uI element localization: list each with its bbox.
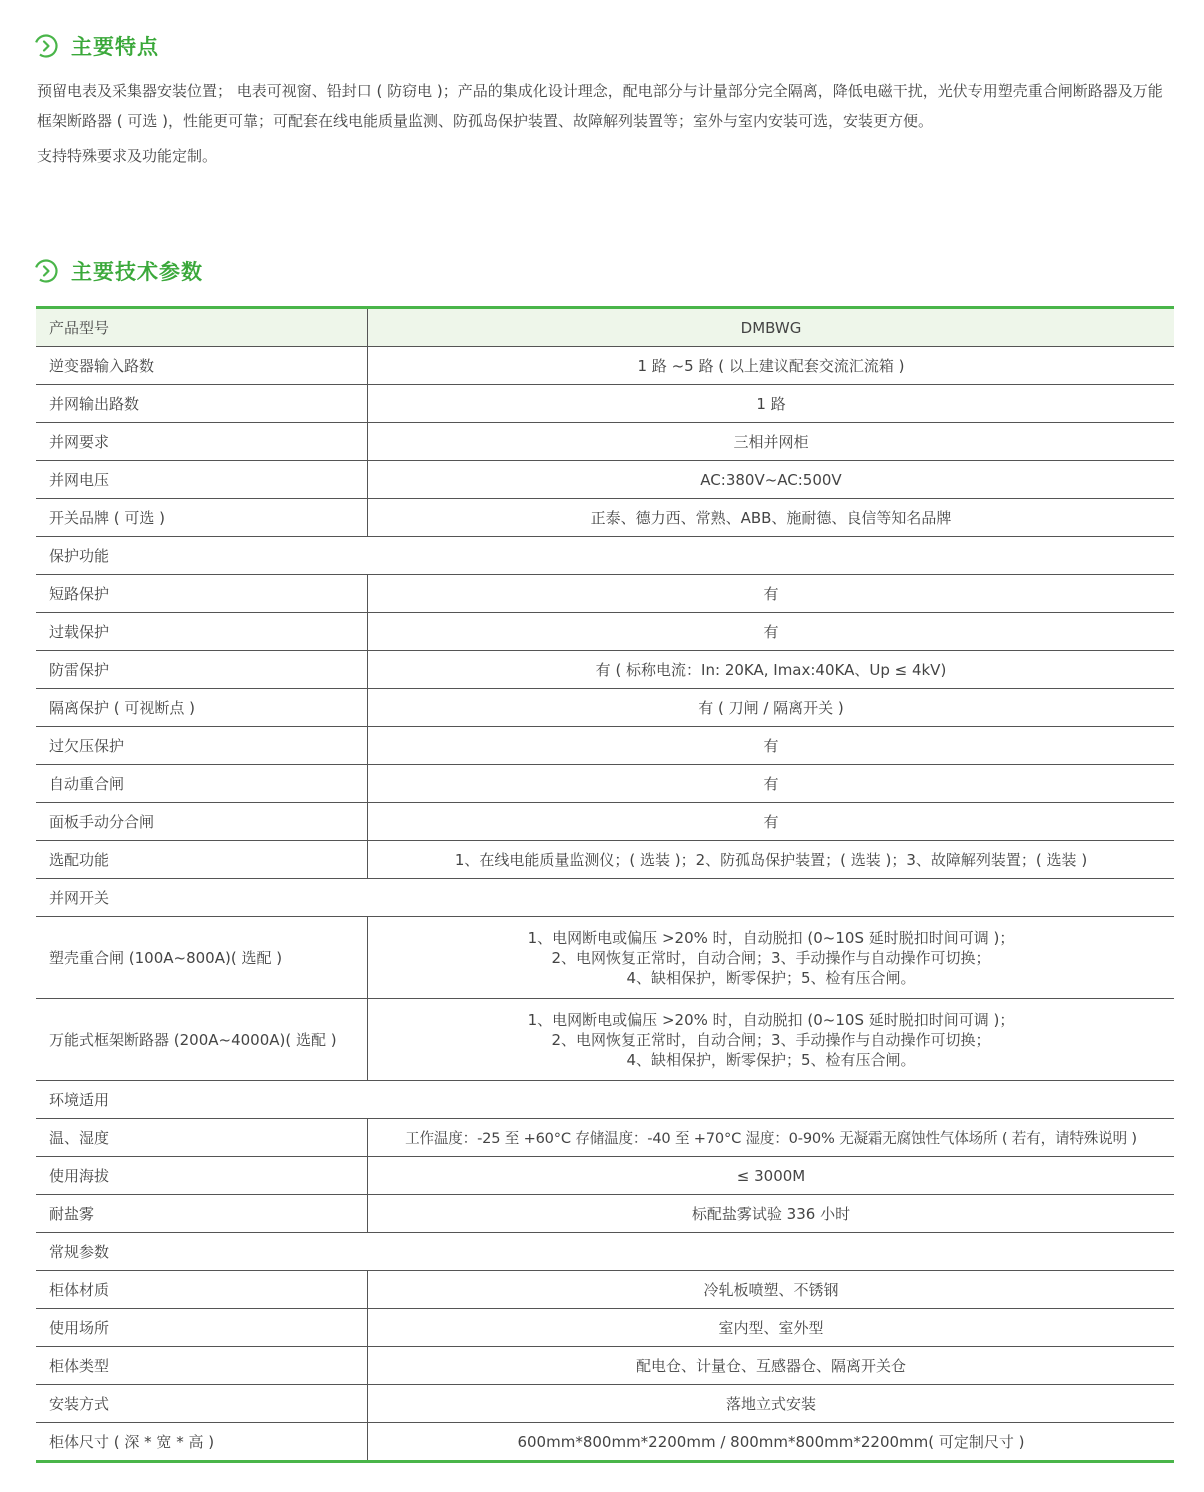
row-label: 并网要求	[36, 423, 368, 461]
table-row	[36, 999, 1174, 1081]
table-row	[36, 765, 1174, 803]
row-value: ≤ 3000M	[368, 1157, 1175, 1195]
row-value: 1 路	[368, 385, 1175, 423]
value-line: 2、电网恢复正常时，自动合闸；3、手动操作与自动操作可切换；	[551, 1030, 991, 1049]
value-line: 1、电网断电或偏压 >20% 时，自动脱扣 (0~10S 延时脱扣时间可调 )；	[527, 1010, 1015, 1029]
row-value: 三相并网柜	[368, 423, 1175, 461]
row-value: 有 ( 标称电流：In: 20KA, Imax:40KA、Up ≤ 4kV)	[368, 651, 1175, 689]
row-label: 逆变器输入路数	[36, 347, 368, 385]
table-row	[36, 1119, 1174, 1157]
table-row	[36, 841, 1174, 879]
row-value: 600mm*800mm*2200mm / 800mm*800mm*2200mm( 可定制尺寸 )	[368, 1423, 1175, 1462]
row-label: 并网输出路数	[36, 385, 368, 423]
row-label: 柜体类型	[36, 1347, 368, 1385]
row-label: 使用场所	[36, 1309, 368, 1347]
row-value: 有	[368, 613, 1175, 651]
table-row	[36, 1347, 1174, 1385]
row-label: 耐盐雾	[36, 1195, 368, 1233]
table-row	[36, 385, 1174, 423]
row-value: 标配盐雾试验 336 小时	[368, 1195, 1175, 1233]
section-title: 主要特点	[71, 35, 159, 59]
group-row	[36, 1081, 1174, 1119]
table-row	[36, 613, 1174, 651]
features-paragraph: 预留电表及采集器安装位置； 电表可视窗、铅封口 ( 防窃电 )；产品的集成化设计理念，配电部分与计量部分完全隔离，降低电磁干扰，光伏专用塑壳重合闸断路器及万能框架断路器 ( 可选 )，性能更可靠；可配套在线电能质量监测、防孤岛保护装置、故障解列装置等；室外与室内安装可选，安装更方便。	[37, 82, 1163, 130]
row-value: 正泰、德力西、常熟、ABB、施耐德、良信等知名品牌	[368, 499, 1175, 537]
group-row	[36, 1233, 1174, 1271]
row-value: 工作温度：-25 至 +60°C 存储温度：-40 至 +70°C 湿度：0-90% 无凝霜无腐蚀性气体场所 ( 若有，请特殊说明 )	[368, 1119, 1175, 1157]
row-label: 产品型号	[36, 308, 368, 347]
group-label: 环境适用	[36, 1081, 1174, 1119]
group-label: 并网开关	[36, 879, 1174, 917]
table-row	[36, 423, 1174, 461]
features-note: 支持特殊要求及功能定制。	[37, 147, 218, 165]
row-value: 冷轧板喷塑、不锈钢	[368, 1271, 1175, 1309]
table-row	[36, 308, 1174, 347]
row-value	[368, 917, 1175, 999]
table-row	[36, 1195, 1174, 1233]
group-label: 保护功能	[36, 537, 1174, 575]
table-row	[36, 461, 1174, 499]
row-value: 有	[368, 803, 1175, 841]
table-row	[36, 499, 1174, 537]
row-label: 短路保护	[36, 575, 368, 613]
table-row	[36, 689, 1174, 727]
row-value: 配电仓、计量仓、互感器仓、隔离开关仓	[368, 1347, 1175, 1385]
chevron-circle-icon	[33, 33, 59, 59]
row-label: 防雷保护	[36, 651, 368, 689]
table-row	[36, 1309, 1174, 1347]
row-value: 1、在线电能质量监测仪；( 选装 )；2、防孤岛保护装置；( 选装 )；3、故障解列装置；( 选装 )	[368, 841, 1175, 879]
row-label: 柜体尺寸 ( 深 * 宽 * 高 )	[36, 1423, 368, 1462]
group-label: 常规参数	[36, 1233, 1174, 1271]
row-label: 过欠压保护	[36, 727, 368, 765]
row-label: 温、湿度	[36, 1119, 368, 1157]
row-label: 自动重合闸	[36, 765, 368, 803]
row-value: AC:380V~AC:500V	[368, 461, 1175, 499]
chevron-circle-icon	[33, 258, 59, 284]
row-label: 过载保护	[36, 613, 368, 651]
value-line: 2、电网恢复正常时，自动合闸；3、手动操作与自动操作可切换；	[551, 948, 991, 967]
value-line: 4、缺相保护，断零保护；5、检有压合闸。	[626, 1050, 916, 1069]
section-header-features	[33, 31, 159, 61]
row-label: 安装方式	[36, 1385, 368, 1423]
group-row	[36, 879, 1174, 917]
table-row	[36, 575, 1174, 613]
table-row	[36, 917, 1174, 999]
row-label: 面板手动分合闸	[36, 803, 368, 841]
row-value: DMBWG	[368, 308, 1175, 347]
row-value	[368, 999, 1175, 1081]
section-header-specs	[33, 256, 203, 286]
table-row	[36, 347, 1174, 385]
table-row	[36, 1157, 1174, 1195]
table-row	[36, 727, 1174, 765]
value-line: 4、缺相保护，断零保护；5、检有压合闸。	[626, 968, 916, 987]
row-value: 有	[368, 727, 1175, 765]
section-title: 主要技术参数	[71, 260, 203, 284]
value-line: 1、电网断电或偏压 >20% 时，自动脱扣 (0~10S 延时脱扣时间可调 )；	[527, 928, 1015, 947]
row-value: 落地立式安装	[368, 1385, 1175, 1423]
table-row	[36, 803, 1174, 841]
table-row	[36, 651, 1174, 689]
row-value: 1 路 ~5 路 ( 以上建议配套交流汇流箱 )	[368, 347, 1175, 385]
row-value: 有	[368, 575, 1175, 613]
row-label: 选配功能	[36, 841, 368, 879]
row-label: 并网电压	[36, 461, 368, 499]
row-value: 有 ( 刀闸 / 隔离开关 )	[368, 689, 1175, 727]
spec-table	[36, 306, 1174, 1463]
row-value: 有	[368, 765, 1175, 803]
row-label: 柜体材质	[36, 1271, 368, 1309]
table-row	[36, 1271, 1174, 1309]
row-label: 使用海拔	[36, 1157, 368, 1195]
group-row	[36, 537, 1174, 575]
table-row	[36, 1423, 1174, 1462]
row-label: 开关品牌 ( 可选 )	[36, 499, 368, 537]
table-row	[36, 1385, 1174, 1423]
row-value: 室内型、室外型	[368, 1309, 1175, 1347]
row-label: 隔离保护 ( 可视断点 )	[36, 689, 368, 727]
row-label: 万能式框架断路器 (200A~4000A)( 选配 )	[36, 999, 368, 1081]
row-label: 塑壳重合闸 (100A~800A)( 选配 )	[36, 917, 368, 999]
